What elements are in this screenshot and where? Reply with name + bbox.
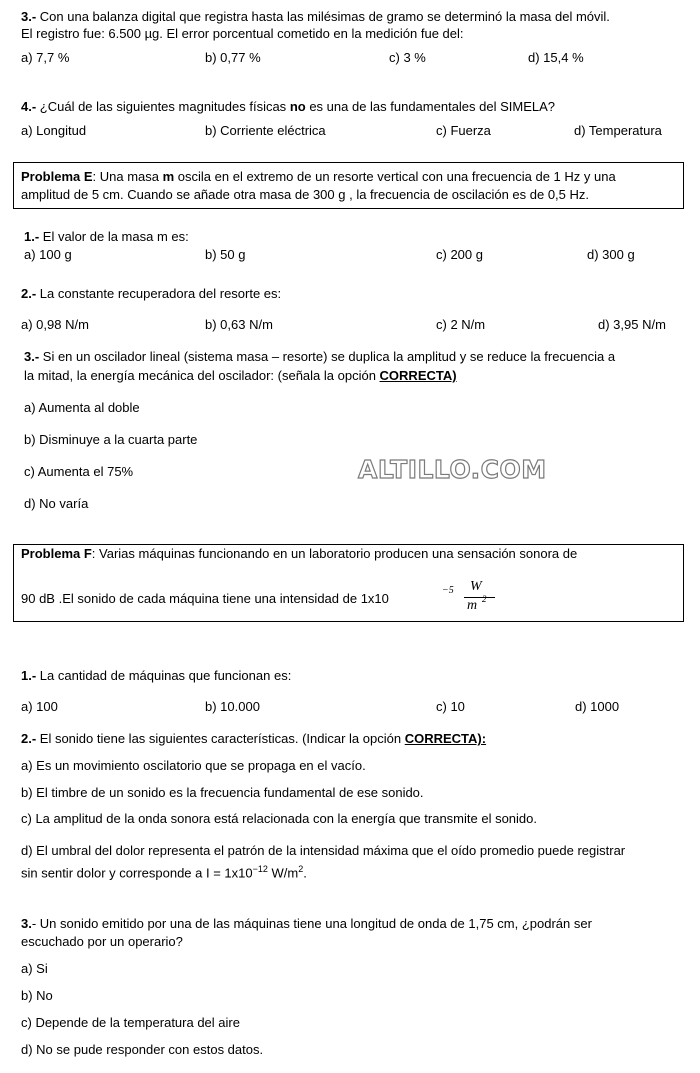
e1-option-c[interactable]: c) 200 g [436,247,483,262]
e2-option-a[interactable]: a) 0,98 N/m [21,317,89,332]
problem-e-text-2: amplitud de 5 cm. Cuando se añade otra masa de 300 g , la frecuencia de oscilación es de 0,5 Hz. [21,187,590,202]
e1-option-b[interactable]: b) 50 g [205,247,246,262]
unit-denominator: m [467,598,478,613]
q3-measurement-text-2: El registro fue: 6.500 µg. El error porcentual cometido en la medición fue del: [21,26,464,41]
q3-option-d[interactable]: d) 15,4 % [528,50,584,65]
e2-question: 2.- La constante recuperadora del resorte es: [21,286,282,301]
q3-measurement-text: 3.- Con una balanza digital que registra hasta las milésimas de gramo se determinó la masa del móvil. [21,9,610,24]
e3-option-a[interactable]: a) Aumenta al doble [24,400,140,415]
e1-option-a[interactable]: a) 100 g [24,247,72,262]
e3-question: 3.- Si en un oscilador lineal (sistema masa – resorte) se duplica la amplitud y se reduce la frecuencia a [24,349,616,364]
e2-option-c[interactable]: c) 2 N/m [436,317,486,332]
f3-option-b[interactable]: b) No [21,988,53,1003]
e3-option-d[interactable]: d) No varía [24,496,89,511]
e3-option-c[interactable]: c) Aumenta el 75% [24,464,134,479]
e3-option-b[interactable]: b) Disminuye a la cuarta parte [24,432,198,447]
f2-question: 2.- El sonido tiene las siguientes características. (Indicar la opción CORRECTA): [21,731,487,746]
f2-option-d-2: sin sentir dolor y corresponde a $I = 1x10^{-12}$ $W/m^2$. [21,864,307,881]
problem-f-text: Problema F: Varias máquinas funcionando en un laboratorio producen una sensación sonora de [21,546,578,561]
q4-option-a[interactable]: a) Longitud [21,123,87,138]
f1-question: 1.- La cantidad de máquinas que funcionan es: [21,668,292,683]
q4-option-c[interactable]: c) Fuerza [436,123,491,138]
q3-option-c[interactable]: c) 3 % [389,50,426,65]
f1-option-b[interactable]: b) 10.000 [205,699,260,714]
q3-option-b[interactable]: b) 0,77 % [205,50,261,65]
problem-f-text-2: 90 dB .El sonido de cada máquina tiene una intensidad de 1x10 [21,591,389,606]
e2-option-d[interactable]: d) 3,95 N/m [598,317,666,332]
f2-option-b[interactable]: b) El timbre de un sonido es la frecuencia fundamental de ese sonido. [21,785,424,800]
f3-question: 3.- Un sonido emitido por una de las máquinas tiene una longitud de onda de 1,75 cm, ¿podrán ser [21,916,592,931]
unit-denominator-exponent: 2 [482,594,487,604]
q4-text: 4.- ¿Cuál de las siguientes magnitudes físicas no es una de las fundamentales del SIMELA? [21,99,556,114]
f2-option-c[interactable]: c) La amplitud de la onda sonora está relacionada con la energía que transmite el sonido. [21,811,537,826]
e3-question-2: la mitad, la energía mecánica del oscilador: (señala la opción CORRECTA) [24,368,457,383]
q3-option-a[interactable]: a) 7,7 % [21,50,70,65]
q4-option-d[interactable]: d) Temperatura [574,123,662,138]
problem-e-text: Problema E: Una masa m oscila en el extremo de un resorte vertical con una frecuencia de 1 Hz y una [21,169,616,184]
altillo-watermark: ALTILLO.COM [358,455,547,484]
f3-option-a[interactable]: a) Si [21,961,48,976]
f3-question-2: escuchado por un operario? [21,934,183,949]
f1-option-d[interactable]: d) 1000 [575,699,620,714]
intensity-unit-fraction [464,579,496,617]
unit-numerator: W [470,579,482,594]
f3-option-c[interactable]: c) Depende de la temperatura del aire [21,1015,240,1030]
f1-option-a[interactable]: a) 100 [21,699,58,714]
f2-option-d[interactable]: d) El umbral del dolor representa el patrón de la intensidad máxima que el oído promedio puede registrar [21,843,626,858]
e1-question: 1.- El valor de la masa m es: [24,229,189,244]
f1-option-c[interactable]: c) 10 [436,699,465,714]
q4-option-b[interactable]: b) Corriente eléctrica [205,123,326,138]
f2-option-a[interactable]: a) Es un movimiento oscilatorio que se propaga en el vacío. [21,758,366,773]
f3-option-d[interactable]: d) No se pude responder con estos datos. [21,1042,264,1057]
e2-option-b[interactable]: b) 0,63 N/m [205,317,273,332]
intensity-exponent: −5 [442,585,454,596]
e1-option-d[interactable]: d) 300 g [587,247,635,262]
